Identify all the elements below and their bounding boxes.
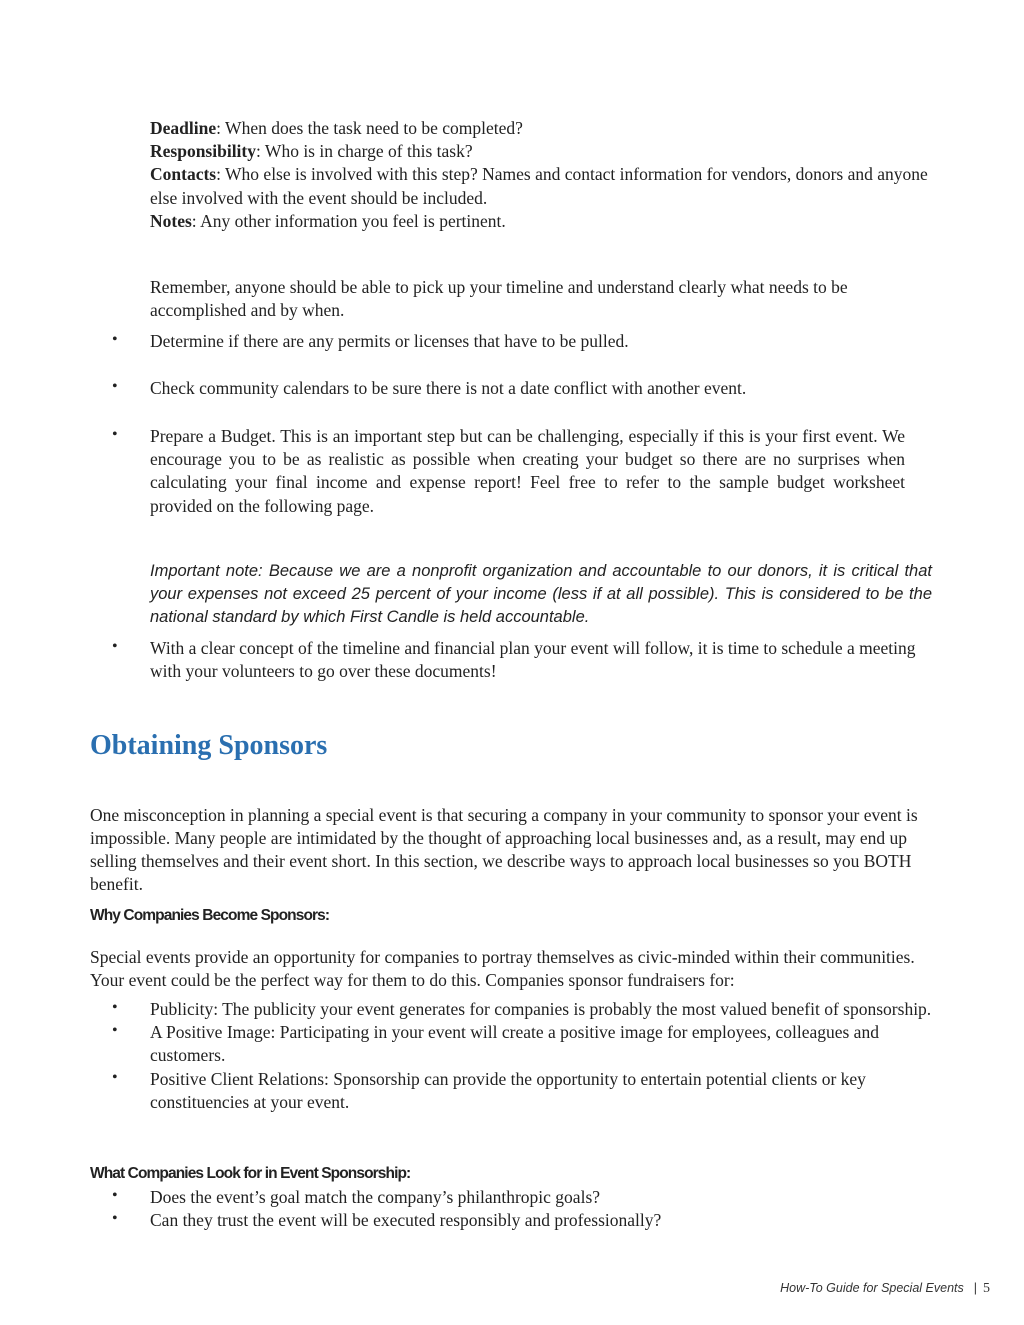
bullet-budget	[112, 425, 905, 518]
why-text: Special events provide an opportunity for companies to portray themselves as civic-minded within their communities. Your event could be the perfect way for them to do this. Companies sponsor fundraisers for:	[90, 946, 915, 990]
bullet-icon: •	[112, 638, 118, 655]
bullet-icon: •	[112, 331, 118, 348]
page-footer	[780, 1281, 990, 1297]
bullet-calendars	[112, 377, 942, 400]
bullet-permits	[112, 330, 942, 353]
list-item: Does the event’s goal match the company’s philanthropic goals?	[150, 1187, 601, 1207]
bullet-icon: •	[112, 999, 118, 1016]
reminder-text: Remember, anyone should be able to pick up your timeline and understand clearly what needs to be accomplished and by when.	[150, 276, 848, 320]
important-note: Important note: Because we are a nonprofit organization and accountable to our donors, it is critical that your expenses not exceed 25 percent of your income (less if at all possible). This is considered to be the national standard by which First Candle is held accountable.	[150, 561, 932, 626]
bullet-schedule	[112, 637, 942, 683]
look-heading: What Companies Look for in Event Sponsorship:	[90, 1165, 411, 1182]
bullet-icon: •	[112, 1187, 118, 1204]
list-item: Prepare a Budget. This is an important step but can be challenging, especially if this is your first event. We encourage you to be as realistic as possible when creating your budget so there are no surprises when calculating your final income and expense report! Feel free to refer to the sample budget worksheet provided on the following page.	[150, 426, 905, 516]
list-item: Positive Client Relations: Sponsorship can provide the opportunity to entertain potential clients or key constituencies at your event.	[150, 1068, 866, 1112]
timeline-definitions	[150, 117, 940, 233]
sponsors-intro: One misconception in planning a special event is that securing a company in your community to sponsor your event is impossible. Many people are intimidated by the thought of approaching local businesses and, as a result, may end up selling themselves and their event short. In this section, we describe ways to approach local businesses so you BOTH benefit.	[90, 804, 918, 895]
list-item: Determine if there are any permits or licenses that have to be pulled.	[150, 331, 629, 351]
list-item: Check community calendars to be sure there is not a date conflict with another event.	[150, 378, 747, 398]
list-item: With a clear concept of the timeline and financial plan your event will follow, it is time to schedule a meeting with your volunteers to go over these documents!	[150, 638, 916, 682]
page-number: 5	[983, 1281, 990, 1296]
bullet-icon: •	[112, 1068, 118, 1086]
why-bullets	[112, 998, 932, 1114]
definition-deadline: Deadline: When does the task need to be completed?	[150, 118, 523, 138]
list-item: Can they trust the event will be executed responsibly and professionally?	[150, 1210, 662, 1231]
list-item: A Positive Image: Participating in your event will create a positive image for employees, colleagues and customers.	[150, 1022, 879, 1066]
look-bullets	[112, 1186, 942, 1232]
footer-title: How-To Guide for Special Events	[780, 1281, 964, 1295]
section-title: Obtaining Sponsors	[90, 730, 328, 761]
why-heading: Why Companies Become Sponsors:	[90, 907, 330, 924]
definition-responsibility: Responsibility: Who is in charge of this task?	[150, 141, 473, 162]
list-item: Publicity: The publicity your event generates for companies is probably the most valued benefit of sponsorship.	[150, 999, 932, 1019]
bullet-icon: •	[112, 1022, 118, 1040]
bullet-icon: •	[112, 378, 118, 395]
bullet-icon: •	[112, 426, 118, 443]
definition-contacts: Contacts: Who else is involved with this step? Names and contact information for vendors, donors and anyone else involved with the event should be included.	[150, 164, 928, 208]
bullet-icon: •	[112, 1210, 118, 1228]
footer-separator: |	[973, 1281, 977, 1295]
definition-notes: Notes: Any other information you feel is pertinent.	[150, 210, 506, 231]
